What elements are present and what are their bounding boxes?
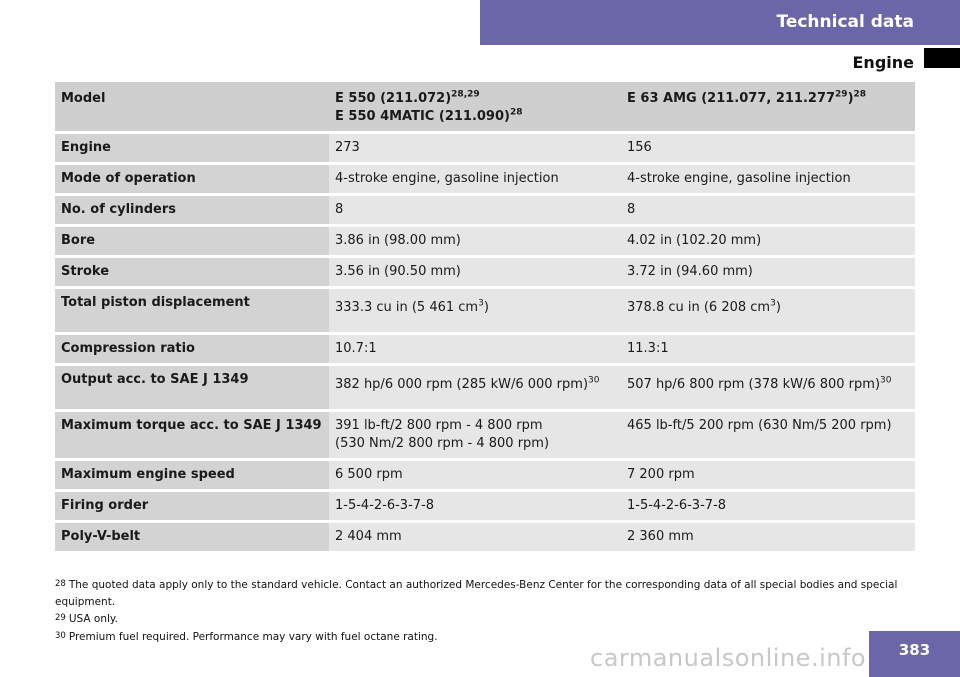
superscript: 3 (770, 298, 776, 309)
header-label-model: Model (55, 82, 329, 131)
value-text-end: ) (775, 300, 781, 315)
row-value-e63 (621, 289, 915, 332)
value-text: 507 hp/6 800 rpm (378 kW/6 800 rpm) (627, 377, 881, 392)
table-row (55, 335, 915, 363)
row-label: Maximum torque acc. to SAE J 1349 (55, 412, 329, 458)
header-model-e550 (329, 82, 621, 131)
table-row (55, 258, 915, 286)
engine-spec-table (55, 79, 915, 554)
value-text: 378.8 cu in (6 208 cm (627, 300, 771, 315)
row-value-e63: 7 200 rpm (621, 461, 915, 489)
footnote-item (55, 628, 925, 646)
footnote-number: 28 (55, 579, 66, 589)
row-label: Maximum engine speed (55, 461, 329, 489)
footnote-number: 30 (55, 630, 66, 641)
row-value-e550 (329, 412, 621, 458)
table-row (55, 412, 915, 458)
chapter-tab-marker (924, 48, 960, 68)
row-value-e63 (621, 366, 915, 409)
row-value-e63: 156 (621, 134, 915, 162)
section-title-text: Technical data (776, 12, 914, 32)
row-value-e63: 4.02 in (102.20 mm) (621, 227, 915, 255)
row-value-e550: 3.56 in (90.50 mm) (329, 258, 621, 286)
value-text: 333.3 cu in (5 461 cm (335, 300, 479, 315)
subsection-title: Engine (852, 53, 914, 72)
table-row (55, 492, 915, 520)
value-text: 391 lb-ft/2 800 rpm - 4 800 rpm (335, 418, 543, 433)
row-value-e550: 8 (329, 196, 621, 224)
row-value-e550: 1-5-4-2-6-3-7-8 (329, 492, 621, 520)
row-label: Total piston displacement (55, 289, 329, 332)
footnote-number: 29 (55, 613, 66, 623)
row-value-e63: 2 360 mm (621, 523, 915, 551)
row-label: Bore (55, 227, 329, 255)
row-value-e550: 6 500 rpm (329, 461, 621, 489)
row-label: Mode of operation (55, 165, 329, 193)
superscript: 3 (478, 298, 484, 309)
footnote-item (55, 576, 925, 610)
row-label: No. of cylinders (55, 196, 329, 224)
value-text-line2: (530 Nm/2 800 rpm - 4 800 rpm) (335, 436, 550, 451)
row-value-e550: 273 (329, 134, 621, 162)
row-value-e63: 3.72 in (94.60 mm) (621, 258, 915, 286)
footnote-ref: 30 (880, 375, 892, 386)
row-value-e63: 1-5-4-2-6-3-7-8 (621, 492, 915, 520)
row-value-e550: 10.7:1 (329, 335, 621, 363)
footnote-text: The quoted data apply only to the standard vehicle. Contact an authorized Mercedes-Benz Center for the corresponding data of all special bodies and special equipment. (55, 579, 898, 608)
row-value-e63: 4-stroke engine, gasoline injection (621, 165, 915, 193)
footnote-text: USA only. (68, 613, 118, 625)
header-e550-line1: E 550 (211.072) (335, 91, 452, 106)
row-label: Engine (55, 134, 329, 162)
table-row (55, 196, 915, 224)
footnote-text: Premium fuel required. Performance may vary with fuel octane rating. (68, 630, 438, 643)
value-text-end: ) (483, 300, 489, 315)
row-label: Poly-V-belt (55, 523, 329, 551)
watermark-text: carmanualsonline.info (590, 644, 867, 672)
row-value-e63: 8 (621, 196, 915, 224)
footnote-ref: 28 (853, 89, 867, 100)
footnote-ref: 28 (509, 107, 523, 118)
row-value-e550: 3.86 in (98.00 mm) (329, 227, 621, 255)
footnote-ref: 30 (588, 375, 600, 386)
header-e63-close: ) (847, 91, 854, 106)
table-row (55, 227, 915, 255)
table-row (55, 165, 915, 193)
header-e63-text: E 63 AMG (211.077, 211.277 (627, 91, 836, 106)
row-label: Firing order (55, 492, 329, 520)
table-row (55, 366, 915, 409)
footnote-item (55, 610, 925, 628)
row-label: Stroke (55, 258, 329, 286)
table-header-row (55, 82, 915, 131)
row-value-e550 (329, 289, 621, 332)
table-row (55, 461, 915, 489)
header-e550-line2: E 550 4MATIC (211.090) (335, 109, 510, 124)
footnote-ref: 28,29 (451, 89, 480, 100)
section-header (480, 0, 960, 45)
row-value-e63: 465 lb-ft/5 200 rpm (630 Nm/5 200 rpm) (621, 412, 915, 458)
page-number: 383 (869, 631, 960, 677)
row-value-e550: 2 404 mm (329, 523, 621, 551)
footnote-ref: 29 (835, 89, 848, 100)
row-label: Compression ratio (55, 335, 329, 363)
row-value-e63: 11.3:1 (621, 335, 915, 363)
table-row (55, 134, 915, 162)
header-model-e63 (621, 82, 915, 131)
row-label: Output acc. to SAE J 1349 (55, 366, 329, 409)
value-text: 382 hp/6 000 rpm (285 kW/6 000 rpm) (335, 377, 589, 392)
footnotes (55, 576, 925, 645)
table-row (55, 289, 915, 332)
table-row (55, 523, 915, 551)
row-value-e550 (329, 366, 621, 409)
row-value-e550: 4-stroke engine, gasoline injection (329, 165, 621, 193)
